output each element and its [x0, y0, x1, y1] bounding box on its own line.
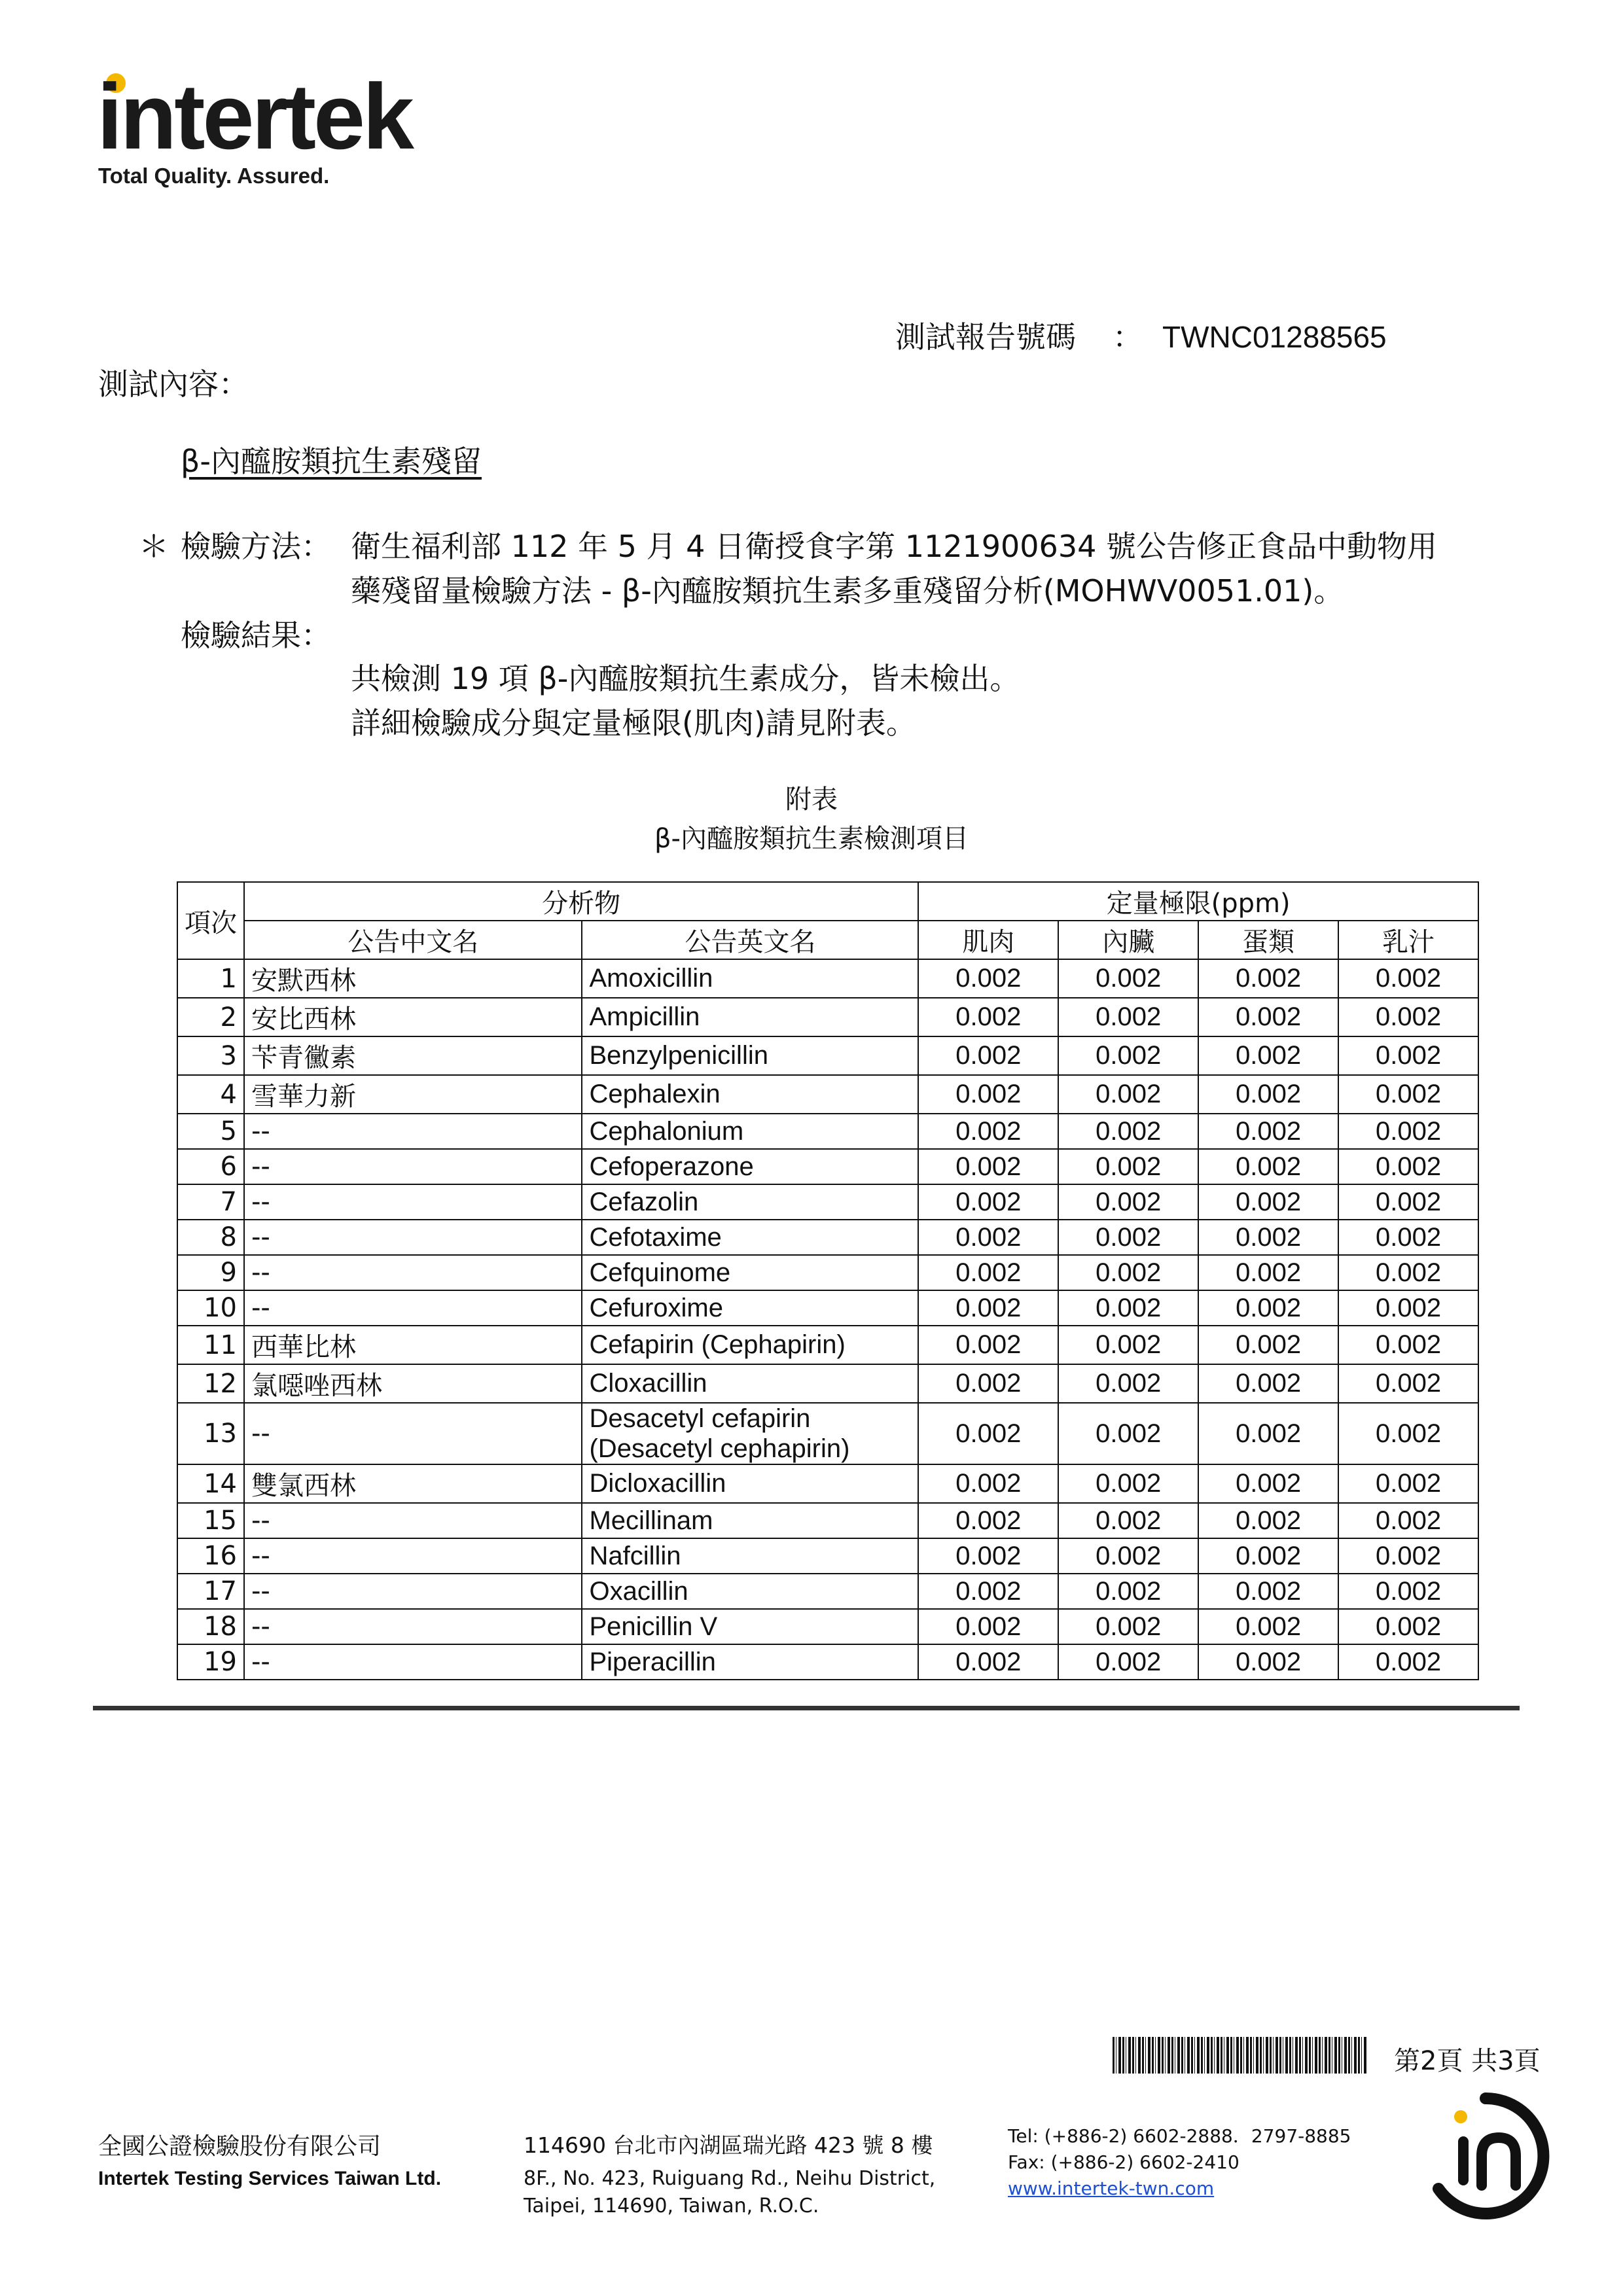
row-number: 10 — [177, 1290, 244, 1326]
row-egg-loq: 0.002 — [1198, 1403, 1338, 1464]
header-egg: 蛋類 — [1198, 921, 1338, 959]
row-cn-name: -- — [244, 1114, 582, 1149]
row-cn-name: 雙氯西林 — [244, 1464, 582, 1503]
row-milk-loq: 0.002 — [1338, 1036, 1478, 1075]
row-egg-loq: 0.002 — [1198, 1149, 1338, 1184]
row-organ-loq: 0.002 — [1058, 1503, 1198, 1538]
row-egg-loq: 0.002 — [1198, 1538, 1338, 1574]
row-en-name: Cloxacillin — [582, 1364, 918, 1403]
row-muscle-loq: 0.002 — [918, 1184, 1058, 1220]
row-muscle-loq: 0.002 — [918, 1290, 1058, 1326]
row-organ-loq: 0.002 — [1058, 1403, 1198, 1464]
row-cn-name: 安比西林 — [244, 998, 582, 1036]
row-organ-loq: 0.002 — [1058, 1364, 1198, 1403]
row-muscle-loq: 0.002 — [918, 1220, 1058, 1255]
row-cn-name: 氯噁唑西林 — [244, 1364, 582, 1403]
report-number: TWNC01288565 — [1162, 320, 1387, 354]
row-milk-loq: 0.002 — [1338, 1220, 1478, 1255]
row-egg-loq: 0.002 — [1198, 1036, 1338, 1075]
header-en-name: 公告英文名 — [582, 921, 918, 959]
row-cn-name: 苄青黴素 — [244, 1036, 582, 1075]
row-organ-loq: 0.002 — [1058, 1075, 1198, 1114]
row-en-name: Cefoperazone — [582, 1149, 918, 1184]
row-cn-name: -- — [244, 1290, 582, 1326]
table-row — [177, 1220, 1478, 1255]
row-en-name: Cefuroxime — [582, 1290, 918, 1326]
page-number: 第2頁 共3頁 — [1394, 2046, 1541, 2076]
table-row — [177, 1609, 1478, 1644]
row-egg-loq: 0.002 — [1198, 1503, 1338, 1538]
row-muscle-loq: 0.002 — [918, 1255, 1058, 1290]
row-number: 13 — [177, 1403, 244, 1464]
header-organ: 內臟 — [1058, 921, 1198, 959]
logo-tagline: Total Quality. Assured. — [98, 164, 330, 188]
row-cn-name: -- — [244, 1609, 582, 1644]
row-en-name: Oxacillin — [582, 1574, 918, 1609]
row-cn-name: -- — [244, 1538, 582, 1574]
row-milk-loq: 0.002 — [1338, 1609, 1478, 1644]
result-label: 檢驗結果： — [181, 618, 331, 653]
tel: Tel: (+886-2) 6602-2888．2797-8885 — [1008, 2125, 1351, 2147]
table-row — [177, 998, 1478, 1036]
row-egg-loq: 0.002 — [1198, 959, 1338, 998]
method-line-2: 藥殘留量檢驗方法 - β-內醯胺類抗生素多重殘留分析(MOHWV0051.01)。 — [351, 573, 1344, 609]
table-row — [177, 1184, 1478, 1220]
intertek-logo: intertek — [97, 65, 412, 169]
row-en-name: Benzylpenicillin — [582, 1036, 918, 1075]
row-cn-name: -- — [244, 1220, 582, 1255]
row-egg-loq: 0.002 — [1198, 1184, 1338, 1220]
company-name-cn: 全國公證檢驗股份有限公司 — [98, 2133, 382, 2160]
row-muscle-loq: 0.002 — [918, 1075, 1058, 1114]
row-organ-loq: 0.002 — [1058, 1644, 1198, 1680]
fax: Fax: (+886-2) 6602-2410 — [1008, 2151, 1240, 2173]
table-row — [177, 1464, 1478, 1503]
row-number: 12 — [177, 1364, 244, 1403]
table-row — [177, 1574, 1478, 1609]
row-muscle-loq: 0.002 — [918, 1326, 1058, 1364]
header-cn-name: 公告中文名 — [244, 921, 582, 959]
row-organ-loq: 0.002 — [1058, 959, 1198, 998]
row-organ-loq: 0.002 — [1058, 1036, 1198, 1075]
row-number: 14 — [177, 1464, 244, 1503]
row-egg-loq: 0.002 — [1198, 1114, 1338, 1149]
row-en-name: Cephalexin — [582, 1075, 918, 1114]
row-number: 8 — [177, 1220, 244, 1255]
row-milk-loq: 0.002 — [1338, 1538, 1478, 1574]
table-row — [177, 1364, 1478, 1403]
row-milk-loq: 0.002 — [1338, 1403, 1478, 1464]
row-number: 4 — [177, 1075, 244, 1114]
row-cn-name: -- — [244, 1255, 582, 1290]
divider — [93, 1706, 1520, 1710]
row-number: 17 — [177, 1574, 244, 1609]
row-en-name: Dicloxacillin — [582, 1464, 918, 1503]
row-milk-loq: 0.002 — [1338, 1290, 1478, 1326]
table-row — [177, 1255, 1478, 1290]
row-egg-loq: 0.002 — [1198, 1220, 1338, 1255]
row-organ-loq: 0.002 — [1058, 1464, 1198, 1503]
row-en-name: Cefazolin — [582, 1184, 918, 1220]
row-milk-loq: 0.002 — [1338, 1075, 1478, 1114]
row-number: 2 — [177, 998, 244, 1036]
row-milk-loq: 0.002 — [1338, 1364, 1478, 1403]
row-cn-name: 安默西林 — [244, 959, 582, 998]
row-number: 3 — [177, 1036, 244, 1075]
row-organ-loq: 0.002 — [1058, 1538, 1198, 1574]
row-organ-loq: 0.002 — [1058, 1290, 1198, 1326]
barcode-image — [1113, 2037, 1368, 2074]
row-cn-name: 西華比林 — [244, 1326, 582, 1364]
website-link[interactable]: www.intertek-twn.com — [1008, 2178, 1215, 2199]
row-organ-loq: 0.002 — [1058, 1609, 1198, 1644]
company-name-en: Intertek Testing Services Taiwan Ltd. — [98, 2168, 442, 2189]
table-row — [177, 1538, 1478, 1574]
row-muscle-loq: 0.002 — [918, 1149, 1058, 1184]
method-line-1: 衛生福利部 112 年 5 月 4 日衛授食字第 1121900634 號公告修正食品中動物用 — [351, 529, 1437, 564]
row-number: 19 — [177, 1644, 244, 1680]
row-en-name: Mecillinam — [582, 1503, 918, 1538]
table-row — [177, 959, 1478, 998]
result-line-1: 共檢測 19 項 β-內醯胺類抗生素成分，皆未檢出。 — [351, 661, 1020, 696]
row-en-name: Penicillin V — [582, 1609, 918, 1644]
row-en-name: Cefquinome — [582, 1255, 918, 1290]
row-egg-loq: 0.002 — [1198, 1364, 1338, 1403]
row-en-name: Cefotaxime — [582, 1220, 918, 1255]
row-muscle-loq: 0.002 — [918, 998, 1058, 1036]
row-muscle-loq: 0.002 — [918, 1036, 1058, 1075]
row-milk-loq: 0.002 — [1338, 1503, 1478, 1538]
row-milk-loq: 0.002 — [1338, 1149, 1478, 1184]
row-number: 5 — [177, 1114, 244, 1149]
header-analyte: 分析物 — [244, 882, 918, 921]
table-row — [177, 1290, 1478, 1326]
table-row — [177, 1075, 1478, 1114]
row-number: 1 — [177, 959, 244, 998]
header-muscle: 肌肉 — [918, 921, 1058, 959]
row-egg-loq: 0.002 — [1198, 1574, 1338, 1609]
address-cn: 114690 台北市內湖區瑞光路 423 號 8 樓 — [524, 2132, 933, 2158]
header-milk: 乳汁 — [1338, 921, 1478, 959]
row-milk-loq: 0.002 — [1338, 1574, 1478, 1609]
row-muscle-loq: 0.002 — [918, 1609, 1058, 1644]
row-egg-loq: 0.002 — [1198, 1609, 1338, 1644]
row-egg-loq: 0.002 — [1198, 1326, 1338, 1364]
row-number: 16 — [177, 1538, 244, 1574]
row-muscle-loq: 0.002 — [918, 1464, 1058, 1503]
report-number-label: 測試報告號碼 — [895, 319, 1076, 355]
row-milk-loq: 0.002 — [1338, 1114, 1478, 1149]
header-no: 項次 — [177, 882, 244, 959]
row-muscle-loq: 0.002 — [918, 1403, 1058, 1464]
method-label: 檢驗方法： — [181, 529, 331, 564]
row-en-name-line-2: (Desacetyl cephapirin) — [589, 1434, 850, 1463]
header-loq: 定量極限(ppm) — [918, 882, 1478, 921]
row-cn-name: -- — [244, 1503, 582, 1538]
test-content-label: 測試內容： — [98, 366, 249, 402]
row-milk-loq: 0.002 — [1338, 998, 1478, 1036]
row-egg-loq: 0.002 — [1198, 1644, 1338, 1680]
table-row — [177, 1403, 1478, 1464]
row-milk-loq: 0.002 — [1338, 1644, 1478, 1680]
row-egg-loq: 0.002 — [1198, 1255, 1338, 1290]
row-muscle-loq: 0.002 — [918, 1574, 1058, 1609]
row-number: 11 — [177, 1326, 244, 1364]
row-en-name-line-1: Desacetyl cefapirin — [589, 1404, 811, 1433]
table-row — [177, 1503, 1478, 1538]
row-organ-loq: 0.002 — [1058, 1255, 1198, 1290]
row-milk-loq: 0.002 — [1338, 1255, 1478, 1290]
row-organ-loq: 0.002 — [1058, 1326, 1198, 1364]
row-egg-loq: 0.002 — [1198, 1075, 1338, 1114]
table-caption-2: β-內醯胺類抗生素檢測項目 — [654, 824, 969, 854]
table-body — [177, 959, 1478, 1680]
row-muscle-loq: 0.002 — [918, 1538, 1058, 1574]
row-cn-name: -- — [244, 1184, 582, 1220]
row-muscle-loq: 0.002 — [918, 959, 1058, 998]
row-milk-loq: 0.002 — [1338, 1184, 1478, 1220]
row-organ-loq: 0.002 — [1058, 1220, 1198, 1255]
row-en-name: Piperacillin — [582, 1644, 918, 1680]
row-egg-loq: 0.002 — [1198, 998, 1338, 1036]
row-milk-loq: 0.002 — [1338, 959, 1478, 998]
test-title: β-內醯胺類抗生素殘留 — [181, 444, 482, 479]
row-muscle-loq: 0.002 — [918, 1364, 1058, 1403]
row-number: 6 — [177, 1149, 244, 1184]
table-row — [177, 1644, 1478, 1680]
method-star: ＊ — [139, 529, 169, 564]
row-muscle-loq: 0.002 — [918, 1114, 1058, 1149]
row-cn-name: -- — [244, 1149, 582, 1184]
address-en-2: Taipei, 114690, Taiwan, R.O.C. — [524, 2195, 819, 2217]
row-muscle-loq: 0.002 — [918, 1644, 1058, 1680]
address-en-1: 8F., No. 423, Ruiguang Rd., Neihu District, — [524, 2167, 936, 2190]
row-muscle-loq: 0.002 — [918, 1503, 1058, 1538]
row-en-name: Amoxicillin — [582, 959, 918, 998]
row-cn-name: -- — [244, 1403, 582, 1464]
row-milk-loq: 0.002 — [1338, 1326, 1478, 1364]
table-row — [177, 1114, 1478, 1149]
report-number-separator: ： — [1113, 319, 1143, 355]
row-number: 15 — [177, 1503, 244, 1538]
row-egg-loq: 0.002 — [1198, 1464, 1338, 1503]
table-row — [177, 1036, 1478, 1075]
table-row — [177, 1149, 1478, 1184]
table-row — [177, 1326, 1478, 1364]
intertek-badge-icon — [1420, 2091, 1551, 2221]
row-cn-name: -- — [244, 1644, 582, 1680]
row-number: 7 — [177, 1184, 244, 1220]
results-table — [177, 881, 1479, 1680]
row-number: 18 — [177, 1609, 244, 1644]
row-en-name: Cephalonium — [582, 1114, 918, 1149]
row-egg-loq: 0.002 — [1198, 1290, 1338, 1326]
row-number: 9 — [177, 1255, 244, 1290]
row-organ-loq: 0.002 — [1058, 1574, 1198, 1609]
row-organ-loq: 0.002 — [1058, 1149, 1198, 1184]
row-en-name: Ampicillin — [582, 998, 918, 1036]
row-cn-name: -- — [244, 1574, 582, 1609]
row-cn-name: 雪華力新 — [244, 1075, 582, 1114]
row-organ-loq: 0.002 — [1058, 998, 1198, 1036]
row-en-name: Cefapirin (Cephapirin) — [582, 1326, 918, 1364]
table-caption-1: 附表 — [785, 785, 838, 815]
row-milk-loq: 0.002 — [1338, 1464, 1478, 1503]
row-organ-loq: 0.002 — [1058, 1184, 1198, 1220]
row-en-name: Nafcillin — [582, 1538, 918, 1574]
row-organ-loq: 0.002 — [1058, 1114, 1198, 1149]
row-en-name — [582, 1403, 918, 1464]
result-line-2: 詳細檢驗成分與定量極限(肌肉)請見附表。 — [351, 705, 916, 741]
